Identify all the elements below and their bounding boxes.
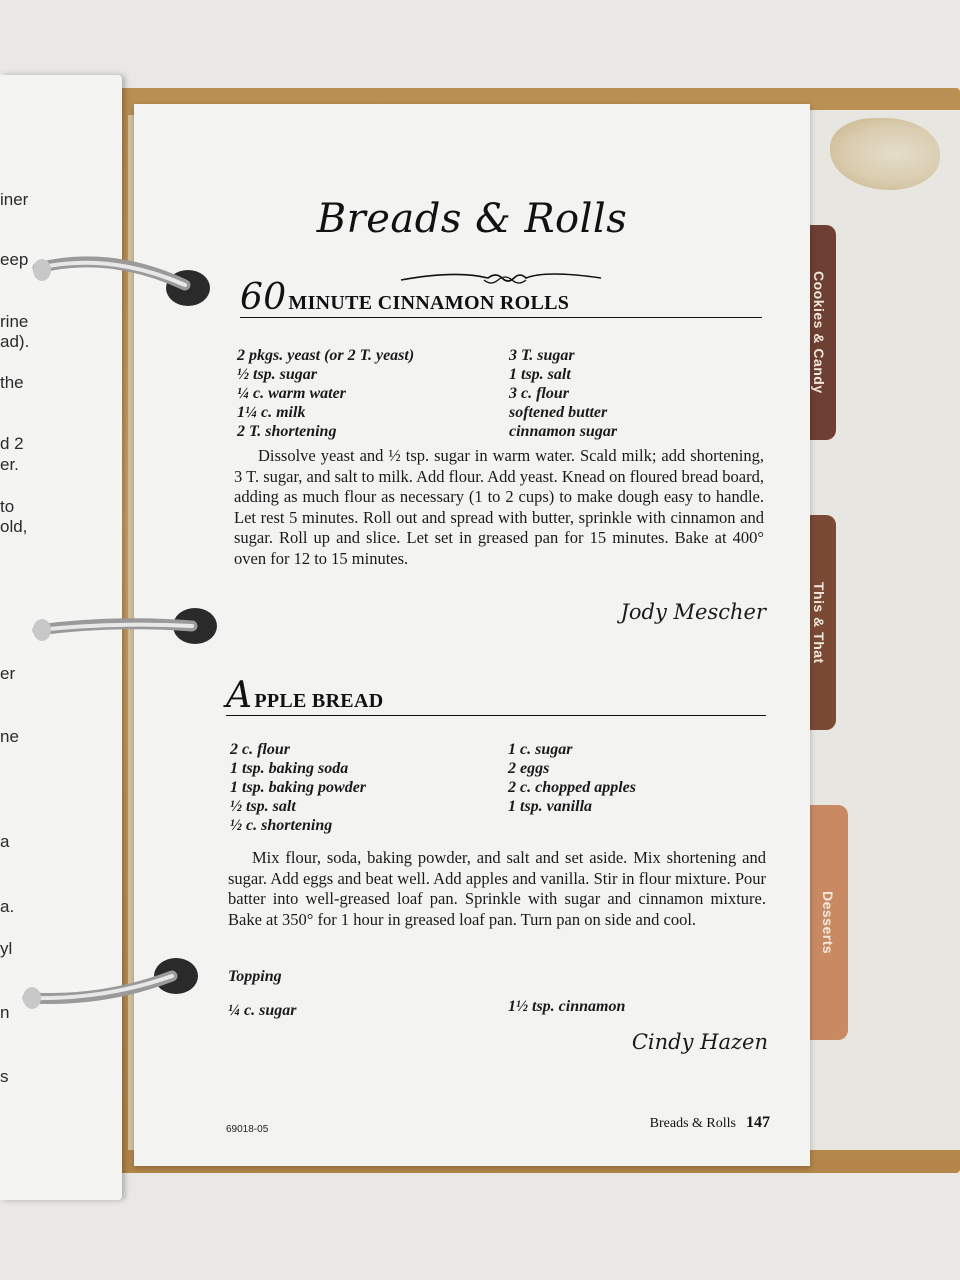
ingredient: ½ tsp. sugar (237, 366, 318, 383)
ingredient: softened butter (509, 404, 608, 421)
topping-label: Topping (228, 968, 282, 985)
tab-desserts[interactable] (808, 805, 848, 1040)
ingredient: 1 tsp. salt (509, 366, 571, 383)
tab-label: Desserts (820, 890, 836, 955)
text-fragment: eep (0, 250, 29, 269)
ingredient: cinnamon sugar (509, 423, 618, 440)
ingredient-list-left (237, 346, 414, 441)
recipe-page (134, 104, 810, 1166)
text-fragment: a. (0, 897, 15, 916)
ingredient: 1 tsp. vanilla (508, 798, 593, 815)
text-fragment: er (0, 664, 16, 683)
binder-ring-top (20, 240, 220, 320)
page-number: 147 (746, 1114, 770, 1131)
ingredient-list-right (508, 740, 636, 816)
ingredient: 1 tsp. baking soda (230, 760, 349, 777)
ingredient: 2 eggs (508, 760, 550, 777)
text-fragment: ne (0, 727, 19, 746)
binder-ring-middle (20, 598, 220, 668)
text-fragment: to (0, 497, 15, 516)
text-fragment: d 2 (0, 434, 24, 453)
ingredient: ¼ c. warm water (237, 385, 346, 402)
page-footer (650, 1114, 770, 1132)
flourish-ornament (396, 266, 606, 290)
ingredient-list-left (230, 740, 366, 835)
ingredient: 2 pkgs. yeast (or 2 T. yeast) (237, 347, 415, 364)
recipe-title-text: PPLE BREAD (254, 690, 384, 712)
recipe-title-cinnamon-rolls (240, 277, 762, 318)
recipe-author: Cindy Hazen (631, 1030, 768, 1054)
ingredient: 3 c. flour (509, 385, 569, 402)
text-fragment: rine (0, 312, 29, 331)
section-title: Breads & Rolls (316, 196, 628, 242)
recipe-initial: 60 (240, 277, 287, 318)
ingredient: 1 c. sugar (508, 741, 573, 758)
recipe-directions: Mix flour, soda, baking powder, and salt and set aside. Mix shortening and sugar. Add eggs and beat well. Add apples and vanilla. Stir in flour mixture. Pour batter into well-greased loaf pan. Sprinkle with sugar and cinnamon mixture. Bake at 350° for 1 hour in greased loaf pan. Turn pan on side and cool. (228, 848, 766, 929)
ingredient: 1¼ c. milk (237, 404, 306, 421)
text-fragment: s (0, 1067, 9, 1086)
text-fragment: a (0, 832, 10, 851)
text-fragment: yl (0, 939, 13, 958)
ingredient: 2 c. chopped apples (508, 779, 636, 796)
text-fragment: the (0, 373, 24, 392)
recipe-author: Jody Mescher (620, 600, 766, 624)
topping-ingredient: 1½ tsp. cinnamon (508, 998, 626, 1015)
text-fragment: er. (0, 455, 19, 474)
footer-section: Breads & Rolls (649, 1116, 736, 1131)
recipe-initial: A (226, 675, 253, 716)
ingredient-list-right (509, 346, 617, 441)
recipe-title-apple-bread (226, 675, 766, 716)
ingredient: 2 T. shortening (237, 423, 337, 440)
recipe-title-text: MINUTE CINNAMON ROLLS (288, 292, 570, 314)
text-fragment: iner (0, 190, 29, 209)
topping-ingredient: ¼ c. sugar (228, 1002, 297, 1019)
binder-ring-bottom (14, 952, 214, 1032)
ingredient: 1 tsp. baking powder (230, 779, 367, 796)
tab-label: This & That (811, 581, 827, 664)
text-fragment: old, (0, 517, 28, 536)
tab-label: Cookies & Candy (811, 271, 827, 394)
ingredient: 3 T. sugar (509, 347, 575, 364)
text-fragment: n (0, 1003, 10, 1022)
ingredient: ½ tsp. salt (230, 798, 296, 815)
text-fragment: ad). (0, 332, 30, 351)
ingredient: ½ c. shortening (230, 817, 333, 834)
footer-code: 69018-05 (226, 1124, 269, 1135)
recipe-directions: Dissolve yeast and ½ tsp. sugar in warm water. Scald milk; add shortening, 3 T. sugar, and salt to milk. Add flour. Add yeast. Knead on floured bread board, adding as much flour as necessary (1 to 2 cups) to make dough easy to handle. Let rest 5 minutes. Roll out and spread with butter, sprinkle with cinnamon and sugar. Roll up and slice. Let set in greased pan for 15 minutes. Bake at 400° oven for 12 to 15 minutes. (234, 446, 764, 568)
ingredient: 2 c. flour (230, 741, 290, 758)
